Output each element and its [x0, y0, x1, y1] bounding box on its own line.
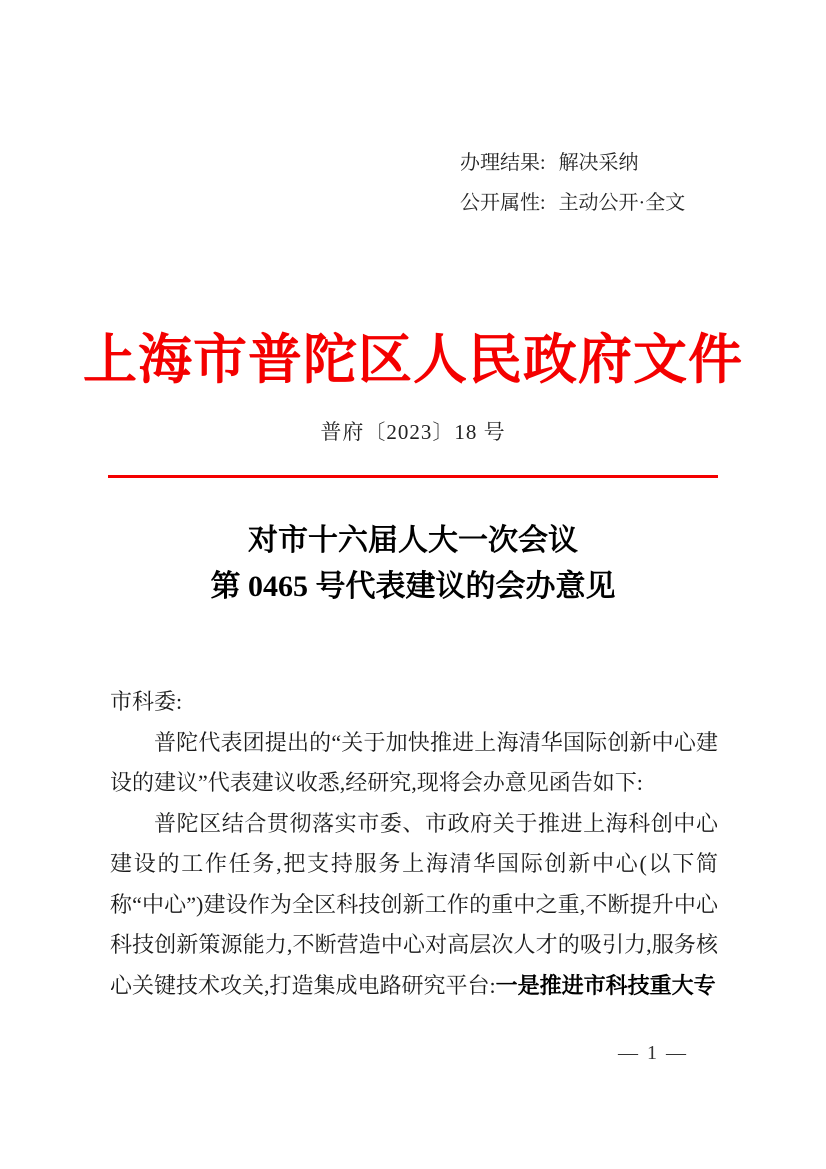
page-number: — 1 —: [618, 1042, 688, 1064]
document-body: [110, 682, 718, 1006]
red-separator-line: [108, 475, 718, 478]
header-meta: [460, 143, 685, 223]
document-title: [0, 518, 826, 610]
document-title-line2: 第 0465 号代表建议的会办意见: [210, 570, 616, 603]
salutation: 市科委:: [110, 689, 183, 714]
meta-disclosure-attribute-label: 公开属性:: [460, 192, 546, 214]
document-title-line1: 对市十六届人大一次会议: [248, 524, 578, 557]
meta-handling-result-label: 办理结果:: [460, 152, 546, 174]
body-paragraph-2-bold: 一是推进市科技重大专: [495, 972, 716, 998]
meta-disclosure-attribute-value: 主动公开·全文: [558, 192, 686, 214]
document-number: 普府〔2023〕18 号: [320, 420, 506, 444]
body-paragraph-1: 普陀代表团提出的“关于加快推进上海清华国际创新中心建设的建议”代表建议收悉,经研究,现将会办意见函告如下:: [110, 729, 718, 795]
masthead-title: 上海市普陀区人民政府文件: [83, 330, 743, 390]
meta-handling-result: [460, 143, 685, 183]
meta-handling-result-value: 解决采纳: [558, 152, 639, 174]
body-paragraph-2: [110, 804, 718, 1007]
meta-disclosure-attribute: [460, 183, 685, 223]
body-paragraph-2-normal: 普陀区结合贯彻落实市委、市政府关于推进上海科创中心建设的工作任务,把支持服务上海清华国际创新中心(以下简称“中心”)建设作为全区科技创新工作的重中之重,不断提升中心科技创新策源能力,不断营造中心对高层次人才的吸引力,服务核心关键技术攻关,打造集成电路研究平台:: [110, 810, 718, 998]
